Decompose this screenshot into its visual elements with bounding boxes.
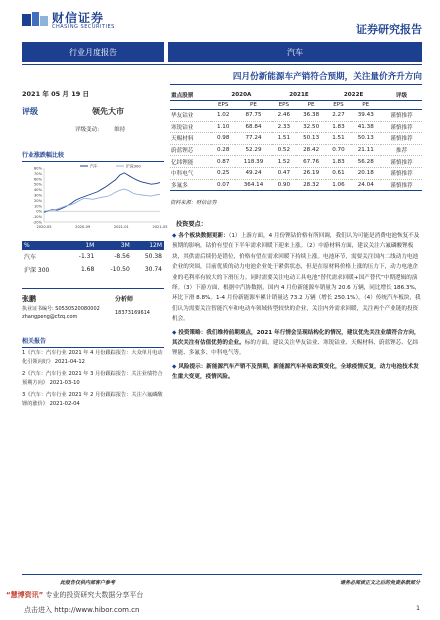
metric-header: EPS — [211, 101, 235, 110]
footer-disclaimer-left: 此报告仅供内部客户参考 — [60, 580, 116, 586]
table-cell: 1.83 — [326, 156, 350, 168]
table-row — [170, 144, 422, 156]
point-heading: 各个板块数据更新： — [178, 233, 229, 239]
table-cell: 0.47 — [272, 167, 296, 179]
table-cell: 36.38 — [296, 110, 326, 122]
table-row — [170, 133, 422, 145]
table-cell: 30.74 — [144, 266, 162, 273]
analyst-phone: 18373169614 — [115, 310, 150, 316]
year-header: 2021E — [272, 90, 327, 101]
table-cell: 0.28 — [211, 144, 235, 156]
page-number: 1 — [416, 605, 420, 612]
rating-header: 评级 — [381, 90, 422, 101]
related-reports-title: 相关报告 — [22, 336, 164, 348]
table-cell: 0.90 — [272, 179, 296, 191]
stock-name-cell: 亿纬锂能 — [170, 156, 211, 168]
empty-header — [381, 101, 422, 110]
table-row — [170, 156, 422, 168]
metric-header: PE — [351, 101, 381, 110]
point-paragraph — [172, 362, 422, 383]
table-cell: 41.38 — [351, 121, 381, 133]
y-tick-label: 10% — [34, 204, 42, 209]
y-tick-label: 30% — [34, 193, 42, 198]
metric-header: EPS — [326, 101, 350, 110]
x-tick-label: 2021-01 — [113, 225, 129, 229]
point-text: （1）上游方面，4 月份锂钴价格有所回调，我们认为可能是消费电池恢复不及预期的影响，钴价有望在下半年需求回暖下迎来上涨。（2）中游材料方面，建议关注六氟磷酸锂板块，其供需后续仍是错位，价格有望在需求回暖下持续上涨。电池环节，需要关注国内二线动力电池企业的突围，目前优质的动力电池企业处于紧供状态，但是在原材料价格上涨的压力下，动力电池企业的毛利率有较大的下滑压力。同时需要关注电动工具电池“替代需求回暖+国产替代”中期逻辑的演绎。（3）下游方面，根据中汽协数据，国内 4 月份新能源车销量为 20.6 万辆，同比增长 186.3%，环比下滑 8.8%。1-4 月份新能源车累计销量达 73.2 万辆（增长 250.1%）。（4）传统汽车板块，我们认为需要关注智能汽车和电动车领域转型较快的企业，关注内外需求回暖，关注两个产业链的投资机会。 — [172, 233, 421, 323]
related-report-link[interactable]: 3《汽车：汽车行业 2021 年 2 月份跟踪报告：关注六氟磷酸锂的涨价》 2021-02-04 — [22, 392, 163, 407]
y-tick-label: -10% — [32, 215, 42, 220]
report-title: 四月份新能源车产销符合预期，关注量价齐升方向 — [232, 72, 422, 82]
table-cell: 20.18 — [351, 167, 381, 179]
table-cell: -10.50 — [110, 266, 130, 273]
table-cell: 1.06 — [326, 179, 350, 191]
analyst-name: 张鹏 — [22, 295, 36, 303]
table-row — [170, 167, 422, 179]
analyst-divider — [22, 288, 164, 289]
table-cell: -8.56 — [114, 253, 130, 260]
table-cell: 28.32 — [296, 179, 326, 191]
analyst-role: 分析师 — [115, 296, 134, 303]
watermark-text: 专业的投资研究大数据分享平台 — [45, 591, 144, 599]
y-tick-label: -20% — [32, 220, 42, 225]
stock-name-cell: 天赐材料 — [170, 133, 211, 145]
metric-header: PE — [235, 101, 271, 110]
empty-header — [170, 101, 211, 110]
industry-band: 汽车 — [168, 42, 422, 62]
x-tick-label: 2021-05 — [152, 225, 168, 229]
x-tick-label: 2020-05 — [36, 225, 52, 229]
y-tick-label: 70% — [34, 171, 42, 176]
company-logo-icon — [22, 12, 48, 28]
table-row — [170, 121, 422, 133]
table-cell: 39.43 — [351, 110, 381, 122]
table-cell: 77.24 — [235, 133, 271, 145]
table-cell: 32.50 — [296, 121, 326, 133]
related-reports-list — [22, 349, 164, 412]
rating-cell: 谨慎推荐 — [381, 167, 422, 179]
table-cell: 52.29 — [235, 144, 271, 156]
table-cell: 1.83 — [326, 121, 350, 133]
table-cell: 28.42 — [296, 144, 326, 156]
watermark-brand: “慧博资讯” — [6, 591, 44, 599]
perf-header-cell: % — [22, 241, 67, 250]
stock-name-cell: 多氟多 — [170, 179, 211, 191]
table-cell: 汽车 — [24, 254, 37, 261]
footer-divider — [22, 574, 422, 575]
rating-change-label: 评级变动： — [75, 127, 103, 133]
logo-english-name: CHASING SECURITIES — [52, 24, 115, 30]
rating-cell: 谨慎推荐 — [381, 156, 422, 168]
x-tick-label: 2020-09 — [75, 225, 91, 229]
table-cell: 50.13 — [296, 133, 326, 145]
logo-name: 财信证券 — [52, 11, 105, 25]
table-cell: 0.98 — [211, 133, 235, 145]
table-cell: 1.52 — [272, 156, 296, 168]
table-cell: 0.25 — [211, 167, 235, 179]
table-cell: 0.07 — [211, 179, 235, 191]
table-cell: 2.33 — [272, 121, 296, 133]
table-cell: 0.52 — [272, 144, 296, 156]
rating-cell: 谨慎推荐 — [381, 121, 422, 133]
metric-header: PE — [296, 101, 326, 110]
point-heading: 投资策略：我们维持前期观点，2021 年行情会呈现结构化的情况，建议优先关注业绩符合方向，其次关注有估值优势的企业。 — [172, 329, 420, 347]
table-cell: 26.19 — [296, 167, 326, 179]
rating-change — [75, 125, 125, 133]
table-cell: 49.24 — [235, 167, 271, 179]
table-row — [22, 250, 164, 263]
point-paragraph — [172, 328, 422, 359]
legend-label: 沪深300 — [126, 163, 141, 169]
investment-points — [172, 231, 422, 386]
rating-value: 领先大市 — [92, 107, 124, 116]
point-paragraph — [172, 231, 422, 325]
watermark-banner — [6, 590, 143, 600]
rating-cell: 谨慎推荐 — [381, 179, 422, 191]
forecast-table-wrapper — [170, 90, 422, 191]
rating-cell: 谨慎推荐 — [381, 133, 422, 145]
report-category-band: 行业月度报告 — [22, 42, 164, 62]
table-cell: 50.38 — [144, 253, 162, 260]
table-cell: 0.61 — [326, 167, 350, 179]
y-tick-label: 0% — [36, 209, 42, 214]
table-cell: 87.75 — [235, 110, 271, 122]
forecast-group-header: 重点股票 — [170, 90, 211, 101]
analyst-certificate: 执业证书编号: S0530520080002 — [22, 306, 100, 312]
table-cell: 68.84 — [235, 121, 271, 133]
perf-header-cell: 1M — [67, 241, 97, 250]
table-cell: 364.14 — [235, 179, 271, 191]
forecast-table — [170, 90, 422, 191]
stock-name-cell: 华友钴业 — [170, 110, 211, 122]
y-tick-label: 60% — [34, 177, 42, 182]
table-cell: 50.13 — [351, 133, 381, 145]
rating-row — [22, 106, 164, 117]
investment-points-title: 投资要点： — [176, 221, 207, 228]
analyst-email[interactable]: zhangpeng@cfzq.com — [22, 314, 78, 320]
performance-table — [22, 241, 164, 276]
year-header: 2022E — [326, 90, 381, 101]
table-cell: 118.39 — [235, 156, 271, 168]
table-cell: 24.04 — [351, 179, 381, 191]
year-header: 2020A — [211, 90, 272, 101]
metric-header: EPS — [272, 101, 296, 110]
series-line-1 — [44, 189, 160, 211]
performance-chart-title: 行业涨跌幅比较 — [22, 150, 164, 162]
header-divider — [22, 64, 422, 65]
report-date: 2021 年 05 月 19 日 — [22, 90, 89, 98]
table-cell: 21.11 — [351, 144, 381, 156]
y-tick-label: 40% — [34, 188, 42, 193]
title-divider — [170, 84, 422, 85]
perf-header-cell: 12M — [132, 241, 164, 250]
point-heading: 风险提示：新能源汽车产销不及预期，新能源汽车补贴政策变化，全球疫情反复，动力电池技术发生重大变更，疫情风险。 — [172, 363, 419, 381]
forecast-source: 资料来源：财信证券 — [170, 200, 217, 206]
table-cell: 0.70 — [326, 144, 350, 156]
table-cell: 1.68 — [80, 266, 95, 273]
point-text: 标的方面，建议关注华友钴业、寒锐钴业、天赐材料、蔚蓝锂芯、亿纬锂能、多氟多、中科电气等。 — [172, 340, 419, 357]
bullet-icon: ◆ — [172, 363, 177, 370]
stock-name-cell: 蔚蓝锂芯 — [170, 144, 211, 156]
legend-label: 汽车 — [90, 163, 98, 169]
table-cell: 1.51 — [272, 133, 296, 145]
bullet-icon: ◆ — [172, 329, 177, 336]
table-cell: 2.27 — [326, 110, 350, 122]
table-cell: 1.10 — [211, 121, 235, 133]
bullet-icon: ◆ — [172, 233, 177, 239]
table-row — [170, 179, 422, 191]
perf-header-cell: 3M — [96, 241, 131, 250]
table-cell: 1.51 — [326, 133, 350, 145]
table-row — [170, 110, 422, 122]
rating-change-value: 维持 — [114, 127, 126, 133]
watermark-link[interactable]: 点击进入 http://www.hibor.com.cn — [24, 606, 140, 614]
table-cell: 56.28 — [351, 156, 381, 168]
table-cell: -1.31 — [78, 253, 95, 260]
y-tick-label: 50% — [34, 182, 42, 187]
rating-label: 评级 — [22, 107, 38, 116]
table-cell: 0.87 — [211, 156, 235, 168]
stock-name-cell: 中科电气 — [170, 167, 211, 179]
rating-cell: 推荐 — [381, 144, 422, 156]
table-cell: 2.46 — [272, 110, 296, 122]
table-cell: 67.76 — [296, 156, 326, 168]
rating-cell: 谨慎推荐 — [381, 110, 422, 122]
table-row — [22, 263, 164, 276]
table-cell: 沪深 300 — [24, 267, 50, 274]
table-cell: 1.02 — [211, 110, 235, 122]
stock-name-cell: 寒锐钴业 — [170, 121, 211, 133]
series-line-0 — [44, 173, 160, 212]
document-type: 证券研究报告 — [356, 23, 422, 36]
performance-chart — [22, 162, 168, 234]
related-report-link[interactable]: 2《汽车：汽车行业 2021 年 3 月份跟踪报告：关注业绩符合预期方向》 2021-03-10 — [22, 371, 163, 386]
y-tick-label: 20% — [34, 198, 42, 203]
y-tick-label: 80% — [34, 166, 42, 171]
related-report-link[interactable]: 1《汽车：汽车行业 2021 年 4 月份跟踪报告：大众单月电动化引领向好》 2021-04-12 — [22, 350, 163, 365]
footer-disclaimer-right: 请务必阅读正文之后的免责条款部分 — [339, 580, 420, 586]
